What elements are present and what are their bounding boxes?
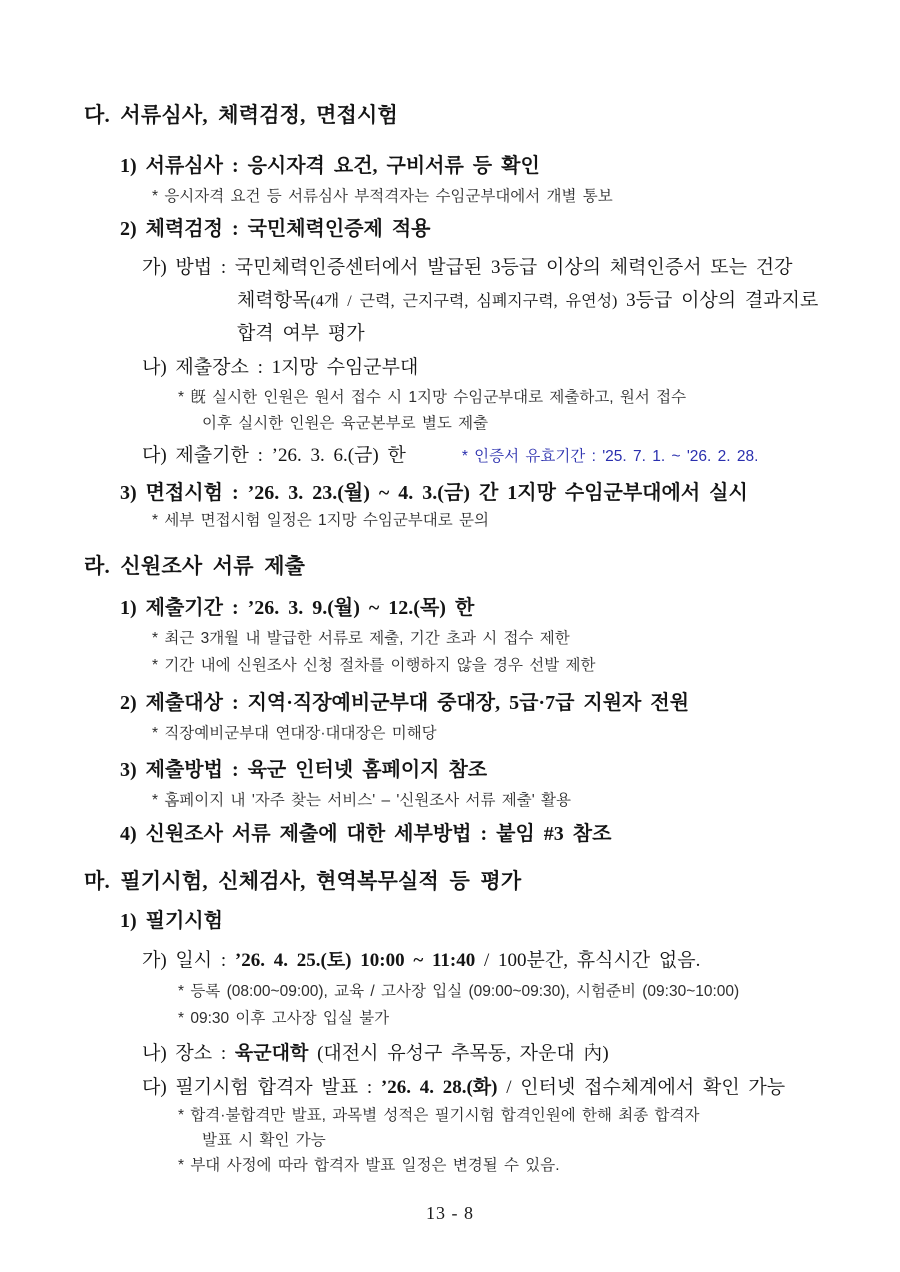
exam-result-prefix: 다) 필기시험 합격자 발표 : <box>142 1077 381 1098</box>
submit-deadline-text: 다) 제출기한 : ’26. 3. 6.(금) 한 <box>142 445 406 466</box>
note-submit-place-line1: * 旣 실시한 인원은 원서 접수 시 1지망 수임군부대로 제출하고, 원서 접수 <box>178 389 687 406</box>
subitem-exam-place <box>142 1041 858 1066</box>
page-number: 13 - 8 <box>426 1203 474 1223</box>
subitem-submit-deadline <box>142 443 858 469</box>
note-submission-period-1: * 최근 3개월 내 발급한 서류로 제출, 기간 초과 시 접수 제한 <box>152 630 570 647</box>
section-heading-background-check: 라. 신원조사 서류 제출 <box>84 554 306 578</box>
note-document-review: * 응시자격 요건 등 서류심사 부적격자는 수임군부대에서 개별 통보 <box>152 188 613 205</box>
note-interview: * 세부 면접시험 일정은 1지망 수임군부대로 문의 <box>152 512 489 529</box>
note-exam-result-line2: 발표 시 확인 가능 <box>202 1132 326 1149</box>
note-exam-entry-limit: * 09:30 이후 고사장 입실 불가 <box>178 1010 390 1027</box>
section-background-check <box>84 553 858 847</box>
exam-datetime-tail: / 100분간, 휴식시간 없음. <box>475 950 701 971</box>
note-submission-target: * 직장예비군부대 연대장·대대장은 미해당 <box>152 725 437 742</box>
section-heading-screening: 다. 서류심사, 체력검정, 면접시험 <box>84 103 399 127</box>
section-screening <box>84 102 858 532</box>
subitem-fitness-method-line1: 가) 방법 : 국민체력인증센터에서 발급된 3등급 이상의 체력인증서 또는 건강 <box>142 257 793 278</box>
item-fitness-test: 2) 체력검정 : 국민체력인증제 적용 <box>120 218 431 240</box>
subitem-submit-place: 나) 제출장소 : 1지망 수임군부대 <box>142 357 419 378</box>
exam-datetime-value: ’26. 4. 25.(토) 10:00 ~ 11:40 <box>234 950 476 971</box>
fitness-items-label: 체력항목 <box>237 290 311 311</box>
item-submission-detail: 4) 신원조사 서류 제출에 대한 세부방법 : 붙임 #3 참조 <box>120 823 612 845</box>
section-written-exam <box>84 868 858 1177</box>
subitem-exam-result <box>142 1075 858 1100</box>
exam-result-date: ’26. 4. 28.(화) <box>380 1077 498 1098</box>
subitem-exam-datetime <box>142 948 858 973</box>
item-interview: 3) 면접시험 : ’26. 3. 23.(월) ~ 4. 3.(금) 간 1지망 수임군부대에서 실시 <box>120 482 748 504</box>
note-submit-place-line2: 이후 실시한 인원은 육군본부로 별도 제출 <box>202 415 489 432</box>
note-submission-period-2: * 기간 내에 신원조사 신청 절차를 이행하지 않을 경우 선발 제한 <box>152 657 596 674</box>
exam-place-tail: (대전시 유성구 추목동, 자운대 內) <box>308 1043 609 1064</box>
section-heading-written-exam: 마. 필기시험, 신체검사, 현역복무실적 등 평가 <box>84 869 522 893</box>
note-submission-method: * 홈페이지 내 '자주 찾는 서비스' – '신원조사 서류 제출' 활용 <box>152 792 571 809</box>
subitem-fitness-method-line2 <box>237 288 858 314</box>
exam-result-tail: / 인터넷 접수체계에서 확인 가능 <box>497 1077 786 1098</box>
note-exam-result-change: * 부대 사정에 따라 합격자 발표 일정은 변경될 수 있음. <box>178 1157 560 1174</box>
fitness-items-paren: (4개 / 근력, 근지구력, 심폐지구력, 유연성) <box>310 293 618 310</box>
item-document-review: 1) 서류심사 : 응시자격 요건, 구비서류 등 확인 <box>120 155 540 177</box>
subitem-fitness-method-line3: 합격 여부 평가 <box>237 323 365 344</box>
note-exam-result-line1: * 합격·불합격만 발표, 과목별 성적은 필기시험 합격인원에 한해 최종 합격자 <box>178 1107 700 1124</box>
item-submission-target: 2) 제출대상 : 지역·직장예비군부대 중대장, 5급·7급 지원자 전원 <box>120 692 690 714</box>
item-submission-period: 1) 제출기간 : ’26. 3. 9.(월) ~ 12.(목) 한 <box>120 597 475 619</box>
exam-place-value: 육군대학 <box>234 1043 309 1064</box>
exam-datetime-prefix: 가) 일시 : <box>142 950 235 971</box>
item-written-exam: 1) 필기시험 <box>120 910 223 932</box>
note-exam-schedule: * 등록 (08:00~09:00), 교육 / 고사장 입실 (09:00~09:30), 시험준비 (09:30~10:00) <box>178 983 740 1000</box>
item-submission-method: 3) 제출방법 : 육군 인터넷 홈페이지 참조 <box>120 759 488 781</box>
fitness-items-tail: 3등급 이상의 결과지로 <box>617 290 819 311</box>
certificate-validity-note: * 인증서 유효기간 : '25. 7. 1. ~ '26. 2. 28. <box>461 448 759 465</box>
exam-place-prefix: 나) 장소 : <box>142 1043 235 1064</box>
